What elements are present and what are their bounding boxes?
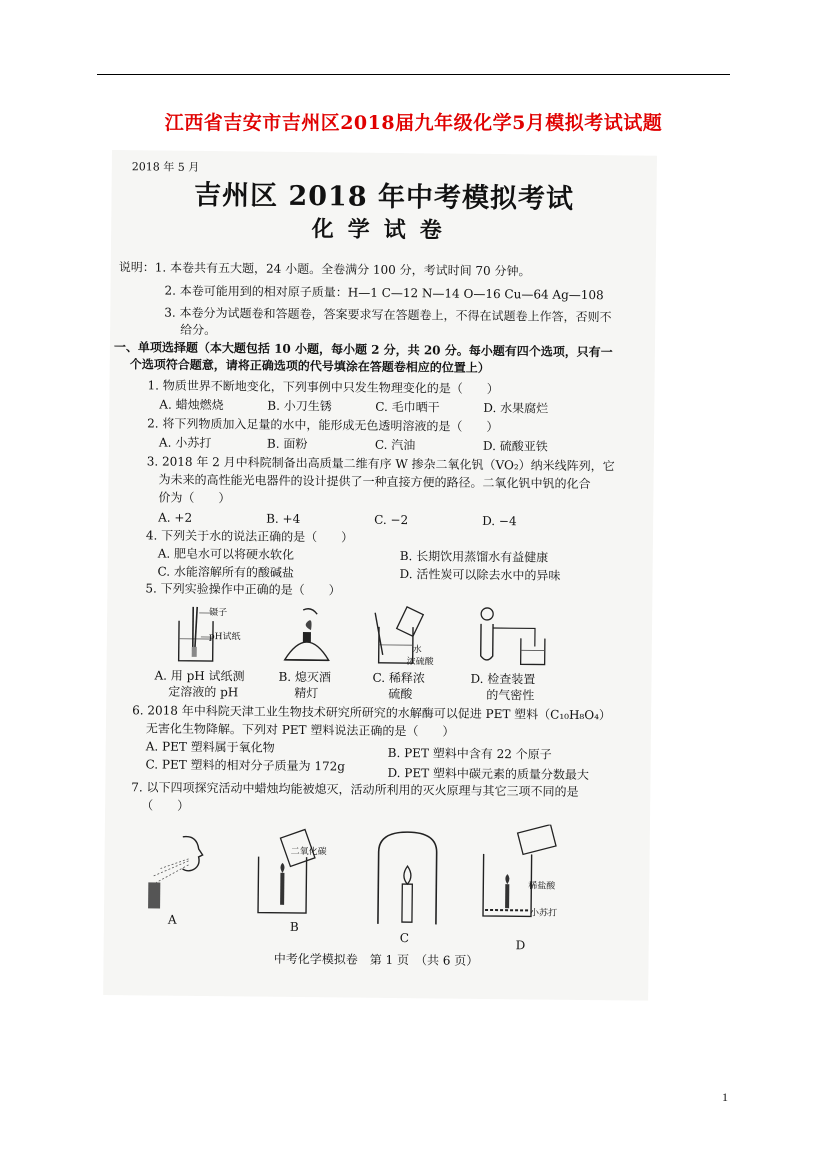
option: 精灯	[294, 685, 319, 701]
question-stem: 价为（ ）	[158, 490, 231, 506]
blowing-candle-figure	[142, 830, 223, 911]
question-stem: （ ）	[141, 798, 190, 813]
note-line: 给分。	[180, 322, 217, 338]
question-stem: 5. 下列实验操作中正确的是（ ）	[145, 581, 341, 598]
exam-page-footer: 中考化学模拟卷 第 1 页 （共 6 页）	[273, 951, 479, 968]
option: A. PET 塑料属于氧化物	[145, 739, 275, 755]
option: D. 水果腐烂	[483, 400, 549, 416]
co2-pour-figure	[254, 827, 345, 918]
note-line: 2. 本卷可能用到的相对原子质量：H—1 C—12 N—14 O—16 Cu—64 Ag—108	[164, 283, 604, 303]
question-stem: 为未来的高性能光电器件的设计提供了一种直接方便的路径。二氧化钒中钒的化合	[158, 472, 591, 492]
option: 的气密性	[486, 687, 535, 703]
option: D. 检查装置	[470, 671, 536, 687]
note-line: 3. 本卷分为试题卷和答题卷，答案要求写在答题卷上，不得在试题卷上作答，否则不	[164, 305, 612, 325]
question-stem: 6. 2018 年中科院天津工业生物技术研究所研究的水解酶可以促进 PET 塑料（C₁₀H₈O₄）	[132, 703, 612, 723]
option: B. 熄灭酒	[278, 669, 332, 685]
option: A. +2	[158, 510, 193, 525]
option: C	[399, 931, 410, 946]
option: B. 长期饮用蒸馏水有益健康	[399, 549, 549, 565]
figure-label: pH试纸	[208, 632, 241, 643]
option: D. −4	[482, 513, 517, 529]
alcohol-lamp-figure	[277, 604, 338, 667]
option: 硫酸	[388, 686, 413, 702]
section-heading: 一、单项选择题（本大题包括 10 小题，每小题 2 分，共 20 分。每小题有四个选项，只有一	[113, 340, 613, 360]
question-stem: 4. 下列关于水的说法正确的是（ ）	[145, 528, 354, 545]
page-number: 1	[722, 1090, 728, 1104]
document-title: 江西省吉安市吉州区2018届九年级化学5月模拟考试试题	[164, 112, 663, 134]
covered-candle-figure	[372, 828, 443, 929]
option: D. 硫酸亚铁	[482, 438, 548, 454]
figure-label: 小苏打	[529, 908, 558, 919]
option: A. 蜡烛燃烧	[159, 397, 224, 413]
question-stem: 1. 物质世界不断地变化，下列事例中只发生物理变化的是（ ）	[147, 378, 499, 397]
question-stem: 2. 将下列物质加入足量的水中，能形成无色透明溶液的是（ ）	[147, 416, 499, 435]
option: A. 小苏打	[158, 435, 212, 451]
question-stem: 无害化生物降解。下列对 PET 塑料说法正确的是（ ）	[145, 721, 455, 739]
option: D	[515, 938, 526, 953]
note-line: 说明：1. 本卷共有五大题，24 小题。全卷满分 100 分，考试时间 70 分钟。	[118, 260, 531, 279]
option: C. PET 塑料的相对分子质量为 172g	[145, 757, 346, 774]
option: B. 小刀生锈	[267, 398, 332, 414]
option: 定溶液的 pH	[168, 684, 239, 700]
figure-label: 浓硫酸	[406, 657, 434, 668]
exam-subtitle: 化学试卷	[311, 216, 456, 244]
option: B. 面粉	[266, 436, 308, 452]
option: A. 肥皂水可以将硬水软化	[157, 546, 295, 562]
option: A	[167, 912, 177, 927]
option: D. 活性炭可以除去水中的异味	[399, 567, 561, 583]
figure-label: 镊子	[209, 608, 228, 619]
airtightness-check-figure	[469, 606, 550, 669]
exam-date: 2018 年 5 月	[131, 160, 200, 174]
option: C. 稀释浓	[372, 670, 425, 686]
figure-label: 二氧化碳	[290, 846, 327, 858]
option: C. −2	[374, 512, 409, 528]
option: A. 用 pH 试纸测	[154, 668, 245, 684]
question-stem: 3. 2018 年 2 月中科院制备出高质量二维有序 W 掺杂二氧化钒（VO₂）纳米线阵列，它	[146, 454, 615, 474]
question-stem: 7. 以下四项探究活动中蜡烛均能被熄灭，活动所利用的灭火原理与其它三项不同的是	[131, 780, 579, 799]
exam-title: 吉州区 2018 年中考模拟考试	[193, 179, 575, 215]
option: D. PET 塑料中碳元素的质量分数最大	[387, 765, 590, 783]
section-heading: 个选项符合题意，请将正确选项的代号填涂在答题卷相应的位置上）	[129, 357, 490, 375]
option: C. 水能溶解所有的酸碱盐	[157, 564, 295, 580]
header-rule	[97, 74, 730, 75]
option: C. 毛巾晒干	[375, 399, 440, 415]
scanned-exam-page	[103, 150, 657, 1001]
option: B. PET 塑料中含有 22 个原子	[387, 745, 552, 762]
option: C. 汽油	[374, 437, 416, 453]
option: B. +4	[266, 511, 301, 526]
figure-label: 稀盐酸	[528, 881, 556, 892]
option: B	[289, 919, 299, 934]
figure-label: 水	[412, 645, 422, 656]
